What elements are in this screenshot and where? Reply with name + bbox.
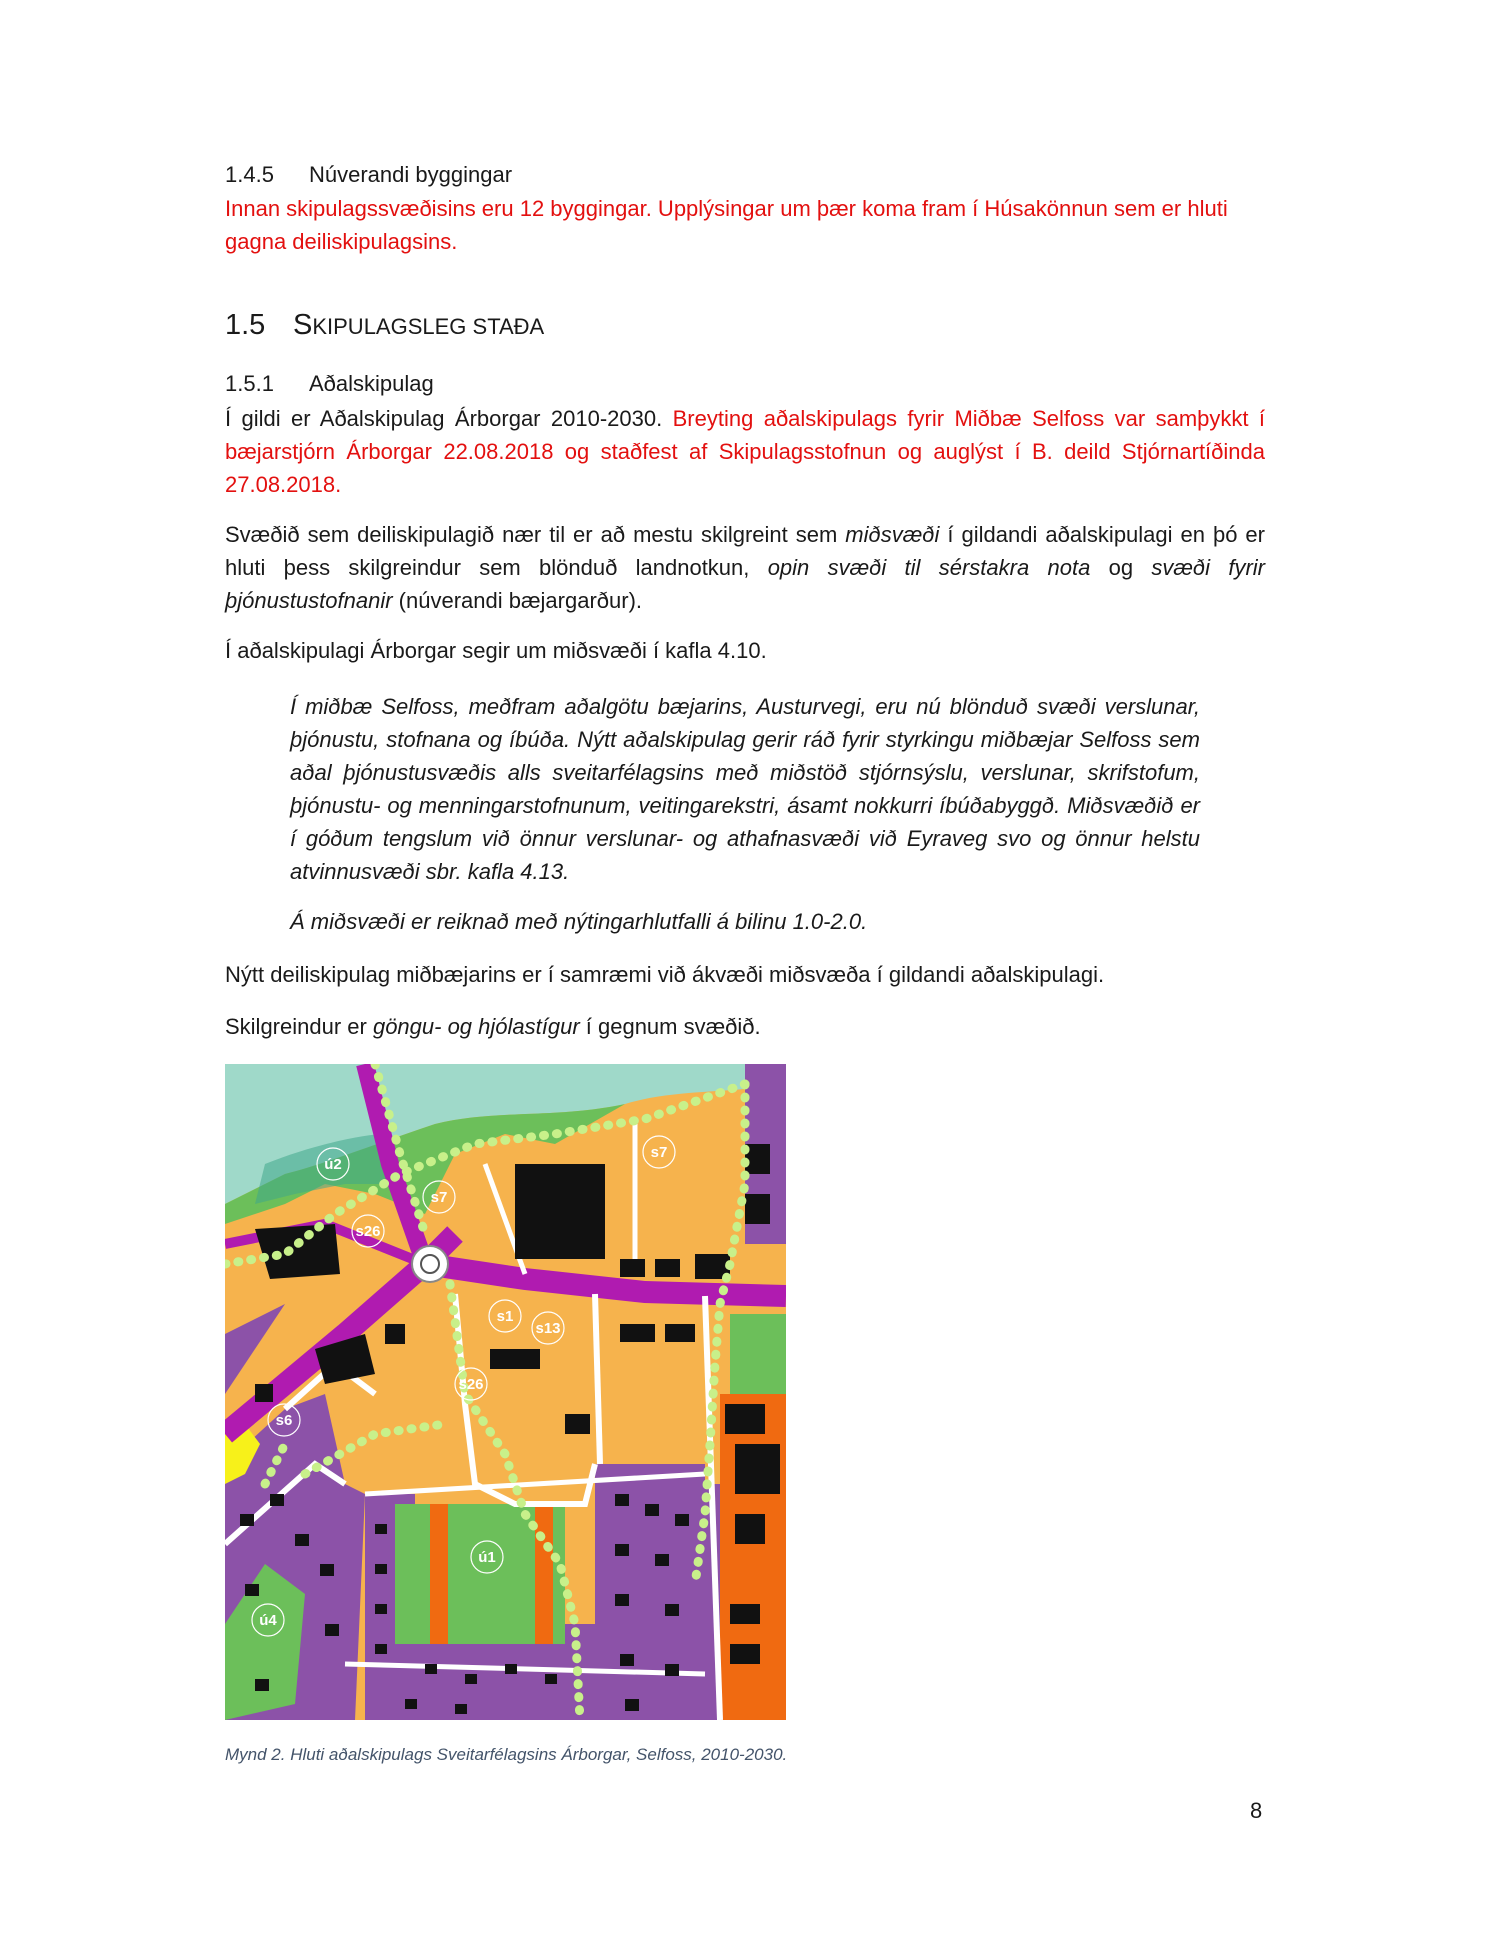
figure-caption: Mynd 2. Hluti aðalskipulags Sveitarfélagsins Árborgar, Selfoss, 2010-2030. <box>225 1745 788 1764</box>
page-number: 8 <box>1250 1798 1263 1823</box>
path-text-a: Skilgreindur er <box>225 1014 373 1039</box>
land-use-map <box>225 1064 786 1720</box>
quote-paragraph-1: Í miðbæ Selfoss, meðfram aðalgötu bæjarins, Austurvegi, eru nú blönduð svæði verslunar, þjónustu, stofnana og íbúða. Nýtt aðalskipulag gerir ráð fyrir styrkingu miðbæjar Selfoss sem aðal þjónustusvæðis alls sveitarfélagsins með miðstöð stjórnsýslu, verslunar, skrifstofum, þjónustu- og menningarstofnunum, veitingarekstri, ásamt nokkurri íbúðabyggð. Miðsvæðið er í góðum tengslum við önnur verslunar- og athafnasvæði við Eyraveg svo og önnur helstu atvinnusvæði sbr. kafla 4.13. <box>290 694 1200 884</box>
heading-initial: S <box>293 309 313 341</box>
svg-text:s1: s1 <box>496 1308 514 1325</box>
zoning-text-g: (núverandi bæjargarður). <box>392 588 643 613</box>
heading-smallcaps: KIPULAGSLEG STAÐA <box>312 314 545 339</box>
svg-text:s13: s13 <box>535 1320 561 1337</box>
map-roundabout-inner <box>421 1255 439 1273</box>
heading-1-5 <box>225 305 544 347</box>
general-plan-amendment: Breyting aðalskipulags fyrir Miðbæ Selfoss var samþykkt í bæjarstjórn Árborgar 22.08.2018 og staðfest af Skipulagsstofnun og auglýst í B. deild Stjórnartíðinda 27.08.2018. <box>225 406 1265 497</box>
paragraph-general-plan <box>225 402 1265 501</box>
map-east-green <box>730 1314 786 1394</box>
map-building <box>385 1324 405 1344</box>
map-building <box>490 1349 540 1369</box>
quote-paragraph-2: Á miðsvæði er reiknað með nýtingarhlutfalli á bilinu 1.0-2.0. <box>290 909 868 934</box>
svg-text:ú2: ú2 <box>324 1156 342 1173</box>
zoning-text-e: og <box>1090 555 1152 580</box>
svg-text:s7: s7 <box>430 1189 448 1206</box>
path-text-c: í gegnum svæðið. <box>579 1014 761 1039</box>
heading-1-5-1 <box>225 369 434 399</box>
path-text <box>225 1010 1265 1043</box>
heading-title: Aðalskipulag <box>309 371 434 396</box>
map-building <box>655 1259 680 1277</box>
map-building <box>735 1514 765 1544</box>
paragraph-path <box>225 1010 1265 1043</box>
svg-text:ú1: ú1 <box>478 1549 496 1566</box>
general-plan-text <box>225 402 1265 501</box>
svg-text:s26: s26 <box>355 1223 381 1240</box>
conformity-text: Nýtt deiliskipulag miðbæjarins er í samræmi við ákvæði miðsvæða í gildandi aðalskipulagi. <box>225 962 1105 987</box>
path-term: göngu- og hjólastígur <box>372 1014 580 1039</box>
svg-text:s26: s26 <box>458 1376 484 1393</box>
map-building <box>665 1324 695 1342</box>
map-building <box>255 1384 273 1402</box>
paragraph-conformity <box>225 958 1265 991</box>
svg-text:s7: s7 <box>650 1144 668 1161</box>
map-building <box>255 1224 340 1279</box>
map-building <box>620 1259 645 1277</box>
heading-number: 1.5.1 <box>225 371 274 396</box>
svg-text:ú4: ú4 <box>259 1612 277 1629</box>
buildings-text: Innan skipulagssvæðisins eru 12 byggingar. Upplýsingar um þær koma fram í Húsakönnun sem er hluti gagna deiliskipulagsins. <box>225 196 1228 254</box>
map-building <box>620 1324 655 1342</box>
zoning-text-a: Svæðið sem deiliskipulagið nær til er að mestu skilgreint sem <box>225 522 846 547</box>
map-building <box>515 1164 605 1259</box>
paragraph-zoning <box>225 518 1265 617</box>
map-building <box>565 1414 590 1434</box>
map-building <box>745 1194 770 1224</box>
heading-title: Núverandi byggingar <box>309 162 513 187</box>
heading-number: 1.4.5 <box>225 162 274 187</box>
quote-block <box>290 690 1200 888</box>
zoning-text <box>225 518 1265 617</box>
svg-text:s6: s6 <box>275 1412 293 1429</box>
chapter-ref-text: Í aðalskipulagi Árborgar segir um miðsvæði í kafla 4.10. <box>225 638 767 663</box>
quote-block-2 <box>290 905 1200 938</box>
map-building <box>730 1604 760 1624</box>
zoning-text-c: í gildandi aðalskipulagi en þó er hluti þess skilgreindur sem blönduð landnotkun, <box>225 522 1265 580</box>
heading-1-4-5 <box>225 160 512 190</box>
map-orange-band-1 <box>430 1504 448 1644</box>
general-plan-intro: Í gildi er Aðalskipulag Árborgar 2010-2030. <box>225 406 673 431</box>
zoning-term-midsvaedi: miðsvæði <box>845 522 940 547</box>
map-building <box>730 1644 760 1664</box>
zoning-term-services: svæði fyrir þjónustustofnanir <box>225 555 1266 613</box>
heading-number: 1.5 <box>225 309 266 341</box>
map-building <box>735 1444 780 1494</box>
paragraph-buildings <box>225 192 1265 258</box>
map-purple-south-east <box>595 1464 705 1720</box>
map-east-orange <box>720 1394 786 1720</box>
paragraph-chapter-ref <box>225 634 1265 667</box>
zoning-term-open-areas: opin svæði til sérstakra nota <box>767 555 1091 580</box>
map-building <box>725 1404 765 1434</box>
